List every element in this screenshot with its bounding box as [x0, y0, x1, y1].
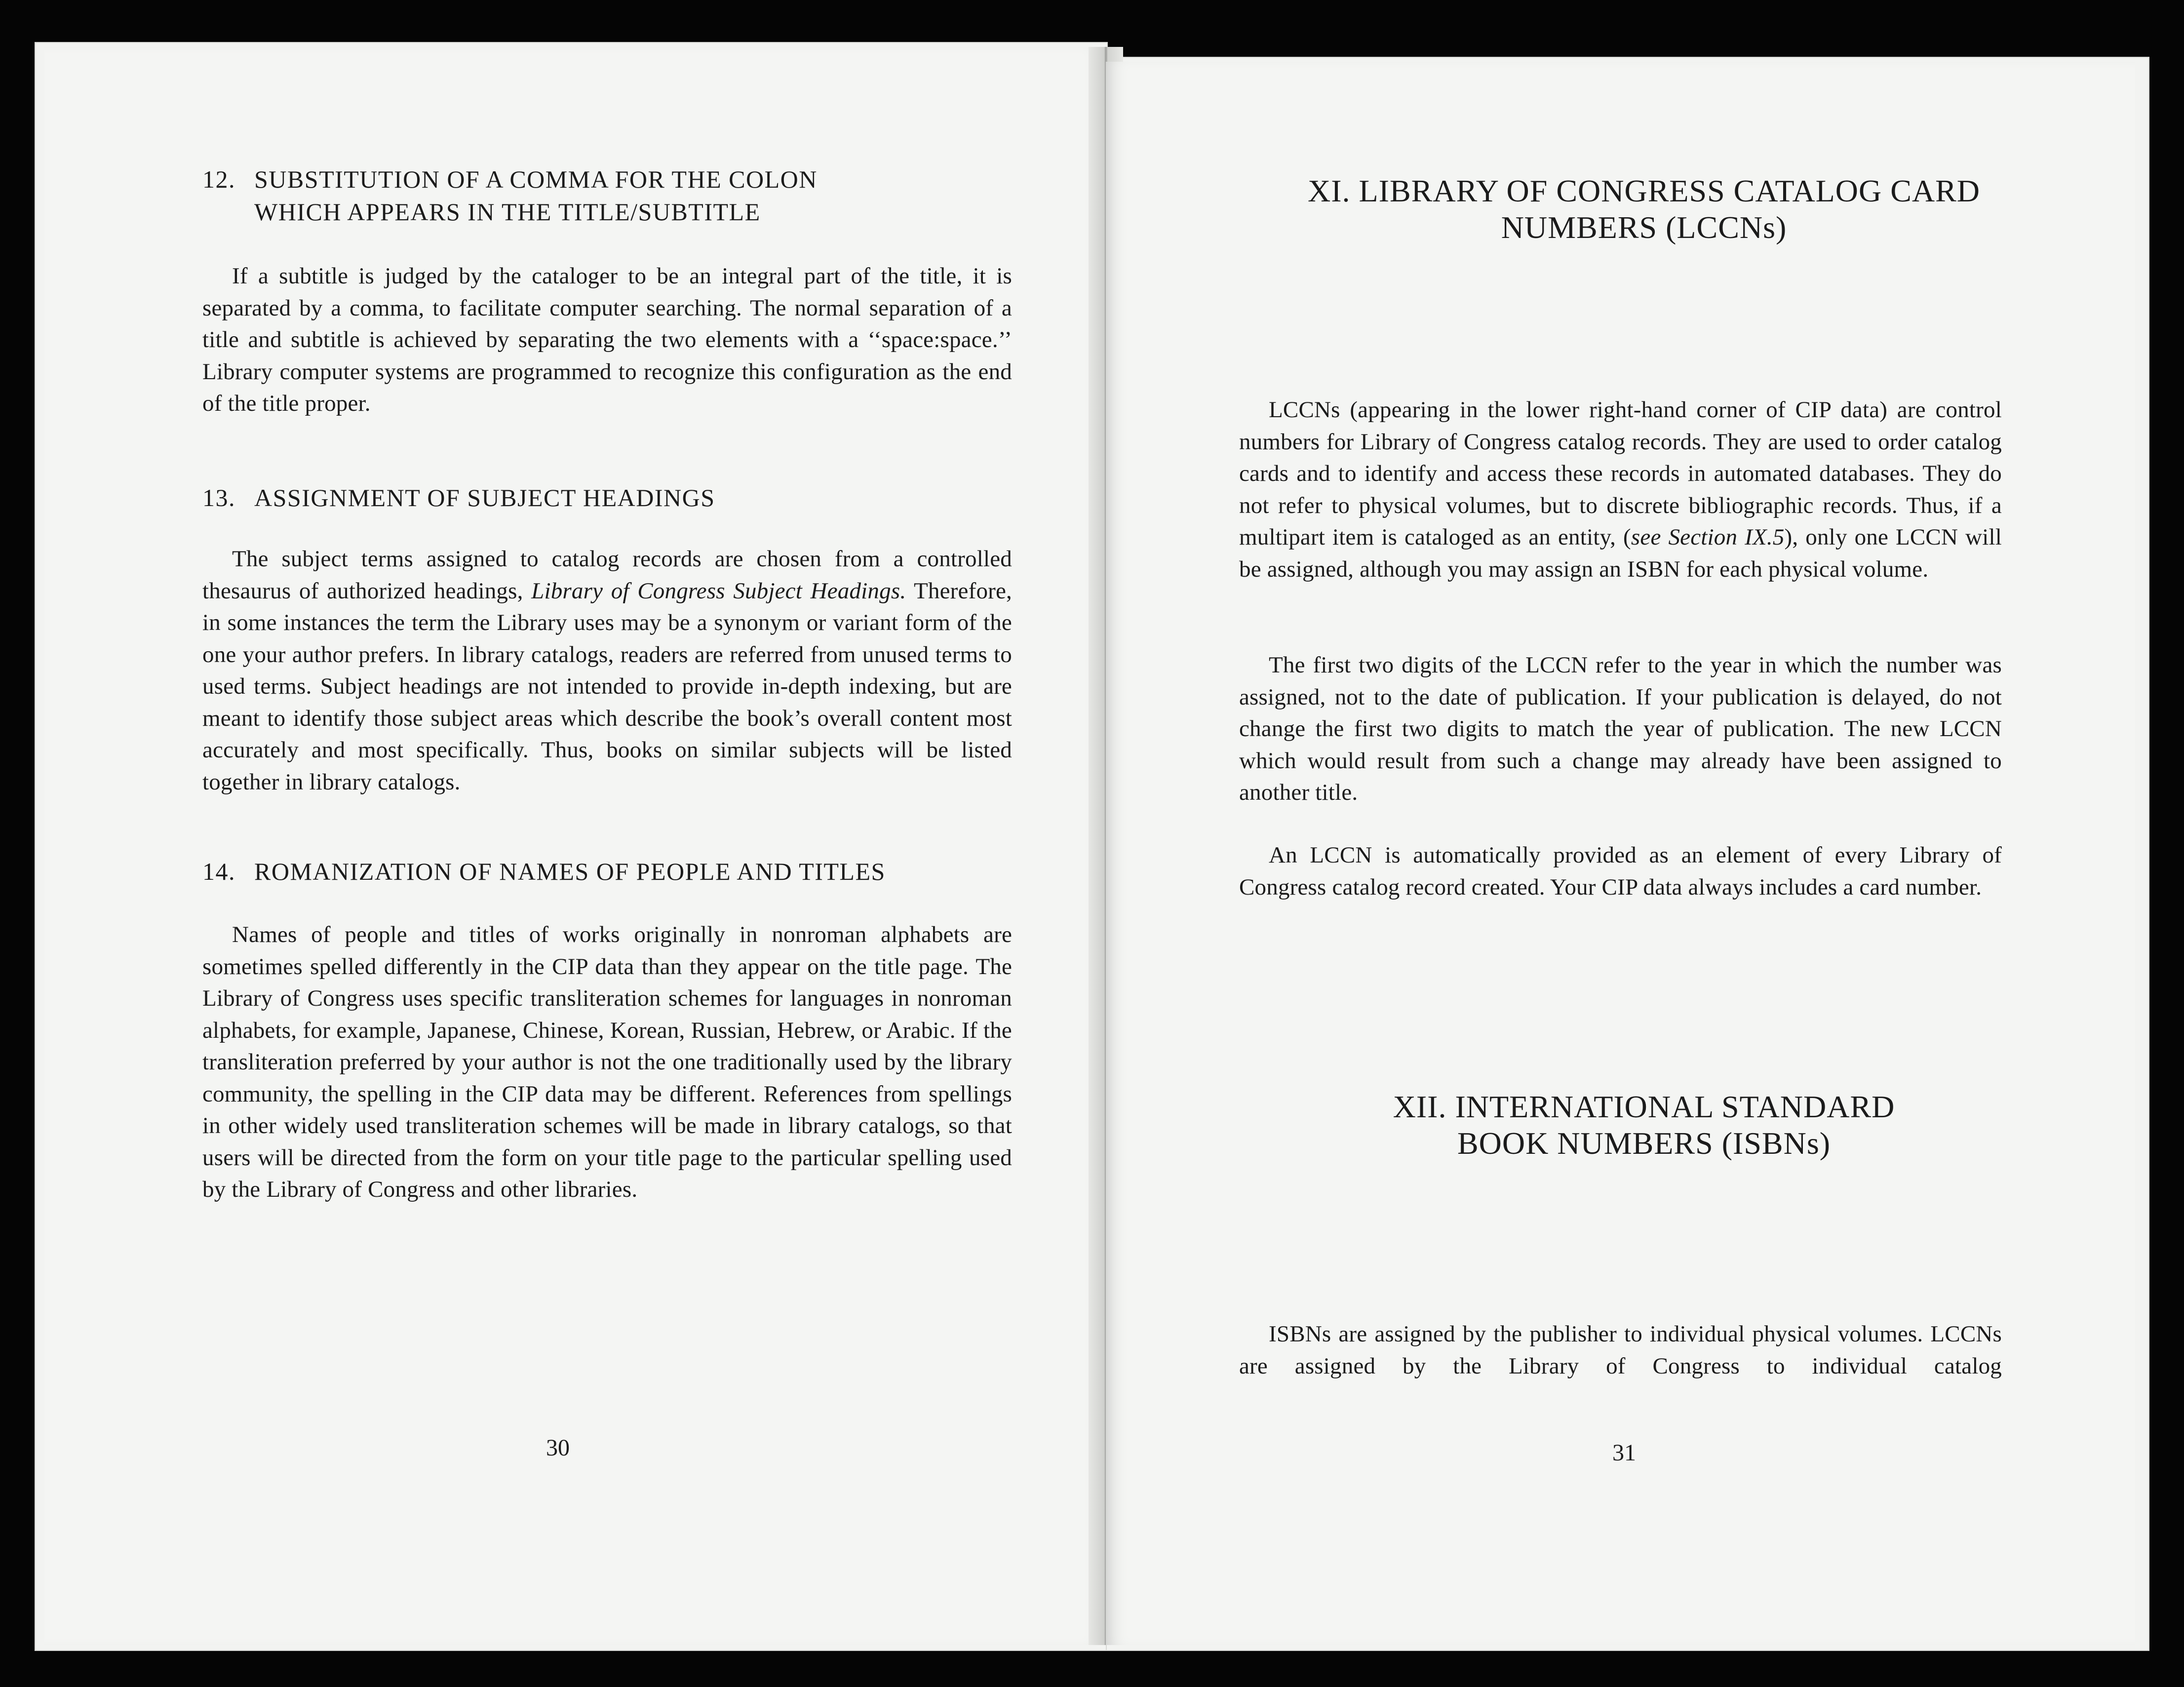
- section-13-text-b: Therefore, in some instances the term the Library uses may be a synonym or variant form of the one your author prefers. In library catalogs, readers are referred from unused terms to used terms. Subject headings are not intended to provide in-depth indexing, but are meant to identify those subject areas which describe the book’s overall content most accurately and most specifically. Thus, books on similar subjects will be listed together in library catalogs.: [202, 578, 1013, 795]
- section-13-heading: [202, 481, 1042, 514]
- lccn-paragraph-2: The first two digits of the LCCN refer to the year in which the number was assigned, not to the date of publication. If your publication is delayed, do not change the first two digits to match the year of publication. The new LCCN which would result from such a change may already have been assigned to another title.: [1239, 652, 2002, 805]
- section-12-heading: [202, 163, 1042, 228]
- section-xi-heading: [1219, 173, 2068, 246]
- lccn-paragraph-1-text-a: LCCNs (appearing in the lower right-hand corner of CIP data) are control numbers for Library of Congress catalog records. They are used to order catalog cards and to identify and access these records in automated databases. They do not refer to physical volumes, but to discrete bibliographic records. Thus, if a multipart item is cataloged as an entity, (: [1239, 397, 2002, 550]
- section-12-number: 12.: [202, 165, 235, 193]
- isbn-paragraph: ISBNs are assigned by the publisher to individual physical volumes. LCCNs are assigned by the Library of Congress to individual catalog: [1239, 1321, 2002, 1379]
- section-14-paragraph: Names of people and titles of works originally in nonroman alphabets are sometimes spelled differently in the CIP data than they appear on the title page. The Library of Congress uses specific transliteration schemes for languages in nonroman alphabets, for example, Japanese, Chinese, Korean, Russian, Hebrew, or Arabic. If the transliteration preferred by your author is not the one traditionally used by the library community, the spelling in the CIP data may be different. References from spellings in other widely used transliteration schemes will be made in library catalogs, so that users will be directed from the form on your title page to the particular spelling used by the Library of Congress and other libraries.: [202, 922, 1012, 1202]
- section-xii-heading: [1219, 1089, 2068, 1162]
- lccn-paragraph-1: [1239, 394, 2002, 585]
- section-13-heading-text: ASSIGNMENT OF SUBJECT HEADINGS: [254, 484, 715, 511]
- lccn-paragraph-3: An LCCN is automatically provided as an element of every Library of Congress catalog record created. Your CIP data always includes a card number.: [1239, 842, 2002, 900]
- section-13-italic-title: Library of Congress Subject Headings.: [531, 578, 906, 604]
- section-13-number: 13.: [202, 484, 235, 511]
- section-13-text-a: The subject terms assigned to catalog records are chosen from a controlled thesaurus of authorized headings,: [202, 546, 1012, 604]
- section-14-heading-text: ROMANIZATION OF NAMES OF PEOPLE AND TITLES: [254, 858, 886, 885]
- lccn-paragraph-1-text-b: ), only one LCCN will be assigned, although you may assign an ISBN for each physical volume.: [1239, 524, 2002, 582]
- right-page-number: 31: [1612, 1440, 1636, 1466]
- section-xi-heading-line1: XI. LIBRARY OF CONGRESS CATALOG CARD: [1308, 173, 1980, 208]
- section-14-heading: [202, 855, 1071, 888]
- section-xii-heading-line1: XII. INTERNATIONAL STANDARD: [1393, 1089, 1895, 1124]
- right-page: [1106, 62, 2135, 1645]
- section-13-paragraph: [202, 543, 1012, 798]
- section-12-paragraph: If a subtitle is judged by the cataloger to be an integral part of the title, it is separated by a comma, to facilitate computer searching. The normal separation of a title and subtitle is achieved by separating the two elements with a ‘‘space:space.’’ Library computer systems are programmed to recognize this configuration as the end of the title proper.: [202, 263, 1012, 416]
- section-xii-heading-line2: BOOK NUMBERS (ISBNs): [1457, 1126, 1831, 1161]
- left-page: [44, 47, 1106, 1645]
- section-xi-heading-line2: NUMBERS (LCCNs): [1501, 210, 1787, 245]
- section-12-heading-line2: WHICH APPEARS IN THE TITLE/SUBTITLE: [254, 198, 761, 226]
- lccn-section-reference: see Section IX.5: [1631, 524, 1785, 550]
- section-14-number: 14.: [202, 858, 235, 885]
- left-page-number: 30: [546, 1435, 570, 1461]
- section-12-heading-line1: SUBSTITUTION OF A COMMA FOR THE COLON: [254, 165, 818, 193]
